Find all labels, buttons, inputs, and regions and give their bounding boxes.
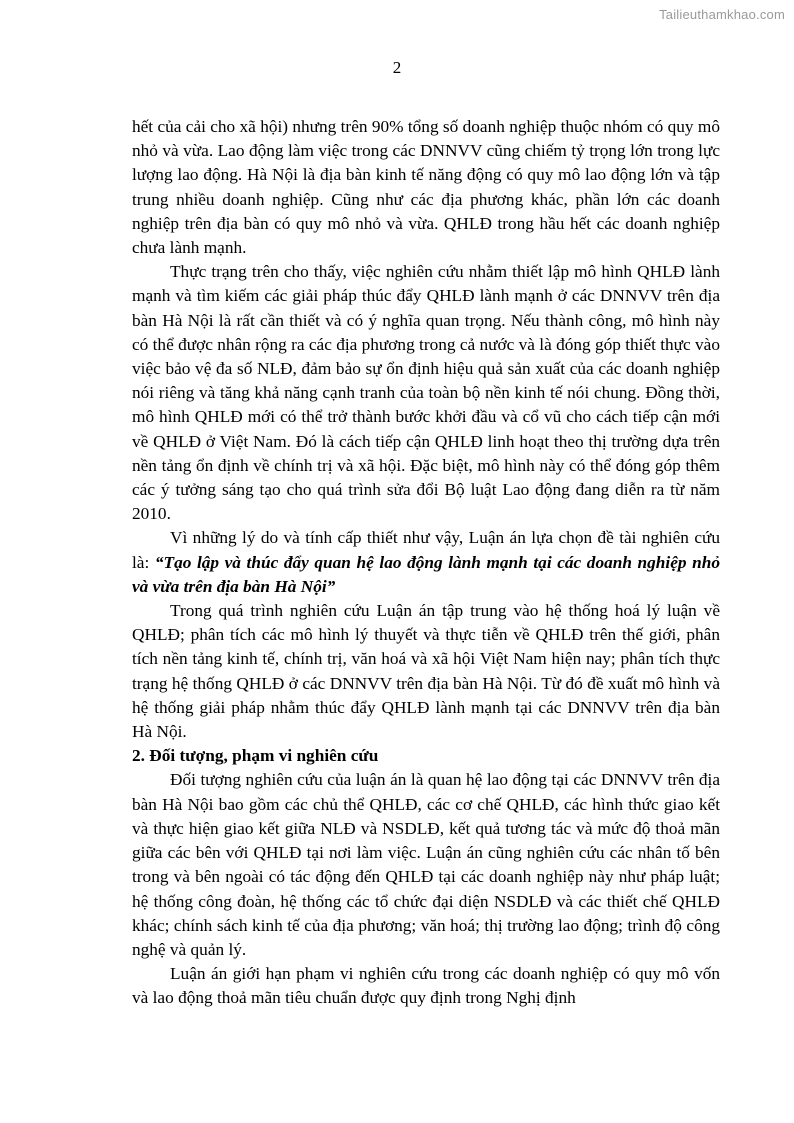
paragraph-1: hết của cải cho xã hội) nhưng trên 90% tổng số doanh nghiệp thuộc nhóm có quy mô nhỏ và vừa. Lao động làm việc trong các DNNVV cũng chiếm tỷ trọng lớn trong lực lượng lao động. Hà Nội là địa bàn kinh tế năng động có quy mô lao động lớn và tập trung nhiều doanh nghiệp. Cũng như các địa phương khác, phần lớn các doanh nghiệp trên địa bàn có quy mô nhỏ và vừa. QHLĐ trong hầu hết các doanh nghiệp chưa lành mạnh.: [132, 117, 720, 258]
paragraph-3-intro: Vì những lý do và tính cấp thiết như vậy, Luận án lựa chọn đề tài nghiên cứu là:: [132, 528, 720, 572]
paragraph-4: Trong quá trình nghiên cứu Luận án tập trung vào hệ thống hoá lý luận về QHLĐ; phân tích các mô hình lý thuyết và thực tiễn về QHLĐ trên thế giới, phân tích nền tảng kinh tế, chính trị, văn hoá và xã hội Việt Nam hiện nay; phân tích thực trạng hệ thống QHLĐ ở các DNNVV trên địa bàn Hà Nội. Từ đó đề xuất mô hình và hệ thống giải pháp nhằm thúc đẩy QHLĐ lành mạnh tại các DNNVV trên địa bàn Hà Nội.: [132, 601, 720, 742]
paragraph-2: Thực trạng trên cho thấy, việc nghiên cứu nhằm thiết lập mô hình QHLĐ lành mạnh và tìm kiếm các giải pháp thúc đẩy QHLĐ lành mạnh ở các DNNVV trên địa bàn Hà Nội là rất cần thiết và có ý nghĩa quan trọng. Nếu thành công, mô hình này có thể được nhân rộng ra các địa phương trong cả nước và là đóng góp thiết thực vào việc bảo vệ đa số NLĐ, đảm bảo sự ổn định hiệu quả sản xuất của các doanh nghiệp nói riêng và tăng khả năng cạnh tranh của toàn bộ nền kinh tế nói chung. Đồng thời, mô hình QHLĐ mới có thể trở thành bước khởi đầu và cổ vũ cho cách tiếp cận mới về QHLĐ ở Việt Nam. Đó là cách tiếp cận QHLĐ linh hoạt theo thị trường dựa trên nền tảng ổn định về chính trị và xã hội. Đặc biệt, mô hình này có thể đóng góp thêm các ý tưởng sáng tạo cho quá trình sửa đổi Bộ luật Lao động đang diễn ra từ năm 2010.: [132, 262, 720, 524]
section-heading-2: 2. Đối tượng, phạm vi nghiên cứu: [132, 746, 379, 766]
document-body: [132, 115, 720, 1011]
paragraph-5: Đối tượng nghiên cứu của luận án là quan hệ lao động tại các DNNVV trên địa bàn Hà Nội bao gồm các chủ thể QHLĐ, các cơ chế QHLĐ, các hình thức giao kết và thực hiện giao kết giữa NLĐ và NSDLĐ, kết quả tương tác và mức độ thoả mãn giữa các bên với QHLĐ tại nơi làm việc. Luận án cũng nghiên cứu các nhân tố bên trong và bên ngoài có tác động đến QHLĐ tại các doanh nghiệp này như pháp luật; hệ thống công đoàn, hệ thống các tổ chức đại diện NSDLĐ và các thiết chế QHLĐ khác; chính sách kinh tế của địa phương; văn hoá; thị trường lao động; trình độ công nghệ và quản lý.: [132, 770, 720, 959]
page-number: 2: [392, 58, 402, 77]
paragraph-6: Luận án giới hạn phạm vi nghiên cứu trong các doanh nghiệp có quy mô vốn và lao động thoả mãn tiêu chuẩn được quy định trong Nghị định: [132, 964, 720, 1008]
thesis-title: “Tạo lập và thúc đẩy quan hệ lao động lành mạnh tại các doanh nghiệp nhỏ và vừa trên địa bàn Hà Nội”: [132, 552, 720, 596]
watermark-text: Tailieuthamkhao.com: [659, 7, 785, 22]
paragraph-3: [132, 526, 720, 599]
